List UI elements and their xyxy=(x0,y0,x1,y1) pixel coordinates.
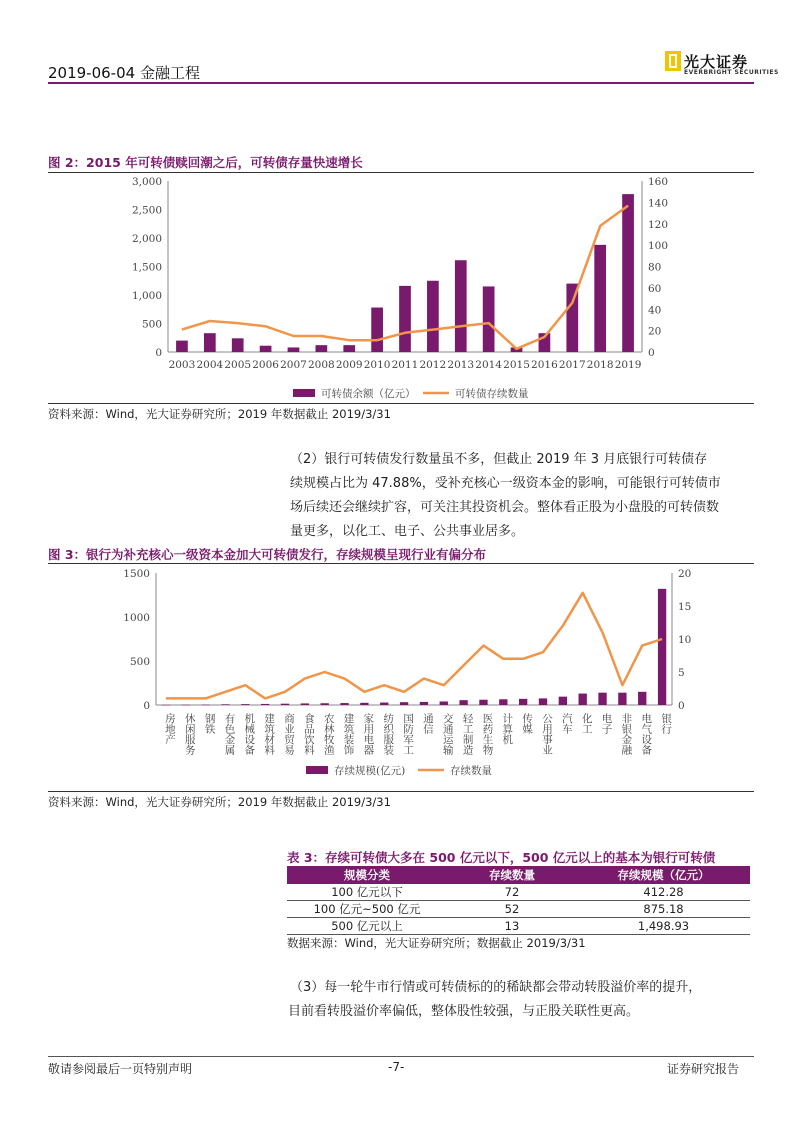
bar xyxy=(340,703,348,705)
bar xyxy=(182,705,190,706)
bar xyxy=(579,694,587,705)
x-tick-label: 2008 xyxy=(307,359,335,371)
bar xyxy=(499,699,507,705)
legend-label: 存续数量 xyxy=(450,765,492,777)
legend-swatch-bar xyxy=(306,766,328,774)
bar xyxy=(420,702,428,705)
y-left-tick-label: 1000 xyxy=(123,612,150,624)
page-number: -7- xyxy=(388,1060,405,1074)
bar xyxy=(399,286,411,352)
bar xyxy=(658,589,666,705)
x-tick-label: 国防军工 xyxy=(402,713,415,755)
bar xyxy=(638,692,646,705)
y-right-tick-label: 80 xyxy=(648,261,662,274)
legend-label: 可转债余额（亿元） xyxy=(321,388,416,400)
bar xyxy=(539,698,547,705)
x-tick-label: 家用电器 xyxy=(362,713,375,755)
bar xyxy=(371,308,383,352)
table3-header-row xyxy=(287,866,750,884)
bar xyxy=(459,700,467,705)
para3-line1: （3）每一轮牛市行情或可转债标的的稀缺都会带动转股溢价率的提升， xyxy=(290,980,702,995)
y-left-tick-label: 500 xyxy=(129,656,150,668)
table-row xyxy=(287,918,750,935)
y-right-tick-label: 140 xyxy=(648,197,669,210)
bar xyxy=(559,697,567,705)
para2-line2: 续规模占比为 47.88%，受补充核心一级资本金的影响，可能银行可转债市 xyxy=(290,476,721,491)
company-logo-icon xyxy=(664,50,682,76)
bar xyxy=(427,281,439,352)
figure3-chart xyxy=(48,563,754,791)
bar xyxy=(380,703,388,705)
legend-label: 可转债存续数量 xyxy=(455,388,529,400)
table3-title: 表 3：存续可转债大多在 500 亿元以下，500 亿元以上的基本为银行可转债 xyxy=(287,850,716,865)
logo-en-text: EVERBRIGHT SECURITIES xyxy=(684,69,779,76)
x-tick-label: 2005 xyxy=(224,359,252,371)
bar xyxy=(162,705,170,706)
x-tick-label: 机械设备 xyxy=(243,713,256,755)
table3-source: 数据来源：Wind，光大证券研究所；数据截止 2019/3/31 xyxy=(287,936,586,950)
y-right-tick-label: 0 xyxy=(678,700,685,712)
para3-line2: 目前看转股溢价率偏低，整体股性较强，与正股关联性更高。 xyxy=(288,1004,640,1019)
y-left-tick-label: 2,500 xyxy=(131,204,162,217)
x-tick-label: 轻工制造 xyxy=(461,713,474,755)
bar xyxy=(241,704,249,705)
figure2-source: 资料来源：Wind，光大证券研究所；2019 年数据截止 2019/3/31 xyxy=(48,407,391,421)
table3-header-cell: 存续规模（亿元） xyxy=(577,866,750,884)
table-cell: 100 亿元以下 xyxy=(287,884,447,901)
figure3-title: 图 3：银行为补充核心一级资本金加大可转债发行，存续规模呈现行业有偏分布 xyxy=(48,547,487,562)
y-left-tick-label: 1500 xyxy=(123,568,150,580)
figure3-bottom-rule xyxy=(48,791,754,792)
para2-line1: （2）银行可转债发行数量虽不多，但截止 2019 年 3 月底银行可转债存 xyxy=(290,452,708,467)
table-cell: 500 亿元以上 xyxy=(287,918,447,935)
bar xyxy=(281,704,289,705)
x-tick-label: 医药生物 xyxy=(481,713,494,755)
bar xyxy=(343,345,355,352)
x-tick-label: 公用事业 xyxy=(541,713,553,755)
y-left-tick-label: 0 xyxy=(155,347,162,359)
paragraph-premium xyxy=(290,976,760,1024)
y-right-tick-label: 5 xyxy=(678,667,685,679)
x-tick-label: 农林牧渔 xyxy=(322,713,335,755)
x-tick-label: 建筑装饰 xyxy=(342,713,355,755)
x-tick-label: 商业贸易 xyxy=(283,713,295,755)
bar xyxy=(594,245,606,352)
x-tick-label: 2006 xyxy=(252,359,279,371)
x-tick-label: 2013 xyxy=(447,359,475,371)
y-left-tick-label: 1,000 xyxy=(131,290,162,302)
x-tick-label: 银行 xyxy=(660,713,673,734)
x-tick-label: 2012 xyxy=(419,359,447,371)
x-tick-label: 2014 xyxy=(475,359,503,371)
logo-cn-text: 光大证券 xyxy=(684,53,749,71)
y-right-tick-label: 160 xyxy=(648,176,669,188)
table-cell: 100 亿元~500 亿元 xyxy=(287,901,447,918)
x-tick-label: 纺织服装 xyxy=(382,713,395,755)
bar xyxy=(598,693,606,705)
figure2-title: 图 2：2015 年可转债赎回潮之后，可转债存量快速增长 xyxy=(48,155,363,170)
x-tick-label: 房地产 xyxy=(163,713,176,745)
x-tick-label: 2011 xyxy=(391,359,419,371)
bar xyxy=(301,703,309,705)
y-left-tick-label: 500 xyxy=(141,318,162,331)
x-tick-label: 2019 xyxy=(614,359,642,371)
x-tick-label: 计算机 xyxy=(501,713,514,745)
x-tick-label: 食品饮料 xyxy=(302,713,315,755)
bar xyxy=(360,703,368,705)
bar xyxy=(618,693,626,705)
bar xyxy=(232,338,244,352)
x-tick-label: 2004 xyxy=(196,359,224,371)
y-right-tick-label: 20 xyxy=(648,325,662,338)
figure2-chart xyxy=(48,172,754,402)
x-tick-label: 通信 xyxy=(421,713,434,734)
x-tick-label: 2017 xyxy=(558,359,586,371)
bar xyxy=(288,347,300,352)
table-cell: 412.28 xyxy=(577,884,750,901)
figure3-source: 资料来源：Wind，光大证券研究所；2019 年数据截止 2019/3/31 xyxy=(48,795,391,809)
x-tick-label: 建筑材料 xyxy=(263,713,276,755)
x-tick-label: 休闲服务 xyxy=(183,713,196,755)
x-tick-label: 2018 xyxy=(586,359,614,371)
para2-line4: 量更多，以化工、电子、公共事业居多。 xyxy=(290,524,525,539)
legend-swatch-bar xyxy=(293,389,315,397)
table-row xyxy=(287,901,750,918)
header-rule xyxy=(48,82,754,84)
y-right-tick-label: 10 xyxy=(678,634,692,646)
table-cell: 875.18 xyxy=(577,901,750,918)
table3 xyxy=(287,866,750,935)
bar xyxy=(479,700,487,705)
bar xyxy=(176,341,188,352)
y-left-tick-label: 0 xyxy=(143,700,150,712)
series-line xyxy=(166,593,662,699)
x-tick-label: 有色金属 xyxy=(223,713,236,755)
y-left-tick-label: 2,000 xyxy=(131,233,162,245)
y-right-tick-label: 60 xyxy=(648,282,662,295)
bar xyxy=(400,702,408,705)
table-cell: 13 xyxy=(447,918,577,935)
y-right-tick-label: 120 xyxy=(648,218,669,231)
table-cell: 72 xyxy=(447,884,577,901)
table3-header-cell: 存续数量 xyxy=(447,866,577,884)
x-tick-label: 电子 xyxy=(600,713,613,734)
paragraph-bank-convertibles xyxy=(290,448,760,544)
table-cell: 52 xyxy=(447,901,577,918)
x-tick-label: 2015 xyxy=(503,359,530,371)
x-tick-label: 化工 xyxy=(580,713,593,734)
bar xyxy=(519,699,527,705)
y-left-tick-label: 3,000 xyxy=(131,176,162,188)
bar xyxy=(221,704,229,705)
y-right-tick-label: 20 xyxy=(678,568,692,580)
x-tick-label: 2010 xyxy=(363,359,391,371)
x-tick-label: 2016 xyxy=(531,359,558,371)
para2-line3: 场后续还会继续扩容，可关注其投资机会。整体看正股为小盘股的可转债数 xyxy=(290,500,720,515)
bar xyxy=(315,345,327,352)
bar xyxy=(321,703,329,705)
footer-rule xyxy=(48,1056,754,1057)
y-right-tick-label: 15 xyxy=(678,601,692,613)
bar xyxy=(483,286,495,352)
x-tick-label: 汽车 xyxy=(560,713,573,734)
bar xyxy=(260,346,272,352)
x-tick-label: 交通运输 xyxy=(441,713,454,755)
bar xyxy=(201,705,209,706)
table3-header-cell: 规模分类 xyxy=(287,866,447,884)
bar xyxy=(261,704,269,705)
x-tick-label: 2007 xyxy=(280,359,307,371)
bar xyxy=(204,333,216,352)
y-left-tick-label: 1,500 xyxy=(131,261,162,274)
table-cell: 1,498.93 xyxy=(577,918,750,935)
y-right-tick-label: 40 xyxy=(648,304,662,317)
x-tick-label: 2009 xyxy=(335,359,363,371)
table-row xyxy=(287,884,750,901)
bar xyxy=(440,701,448,705)
x-tick-label: 钢铁 xyxy=(203,713,216,734)
report-date-category: 2019-06-04 金融工程 xyxy=(48,64,200,82)
bar xyxy=(622,194,634,352)
x-tick-label: 传媒 xyxy=(521,713,534,734)
bar xyxy=(455,260,467,352)
y-right-tick-label: 0 xyxy=(648,347,655,359)
figure2-bottom-rule xyxy=(48,403,754,404)
legend-label: 存续规模(亿元) xyxy=(334,765,406,777)
y-right-tick-label: 100 xyxy=(648,240,669,253)
x-tick-label: 2003 xyxy=(168,359,196,371)
x-tick-label: 非银金融 xyxy=(620,713,633,755)
footer-report-type: 证券研究报告 xyxy=(667,1062,740,1076)
footer-disclaimer: 敬请参阅最后一页特别声明 xyxy=(48,1062,193,1076)
x-tick-label: 电气设备 xyxy=(640,713,653,755)
